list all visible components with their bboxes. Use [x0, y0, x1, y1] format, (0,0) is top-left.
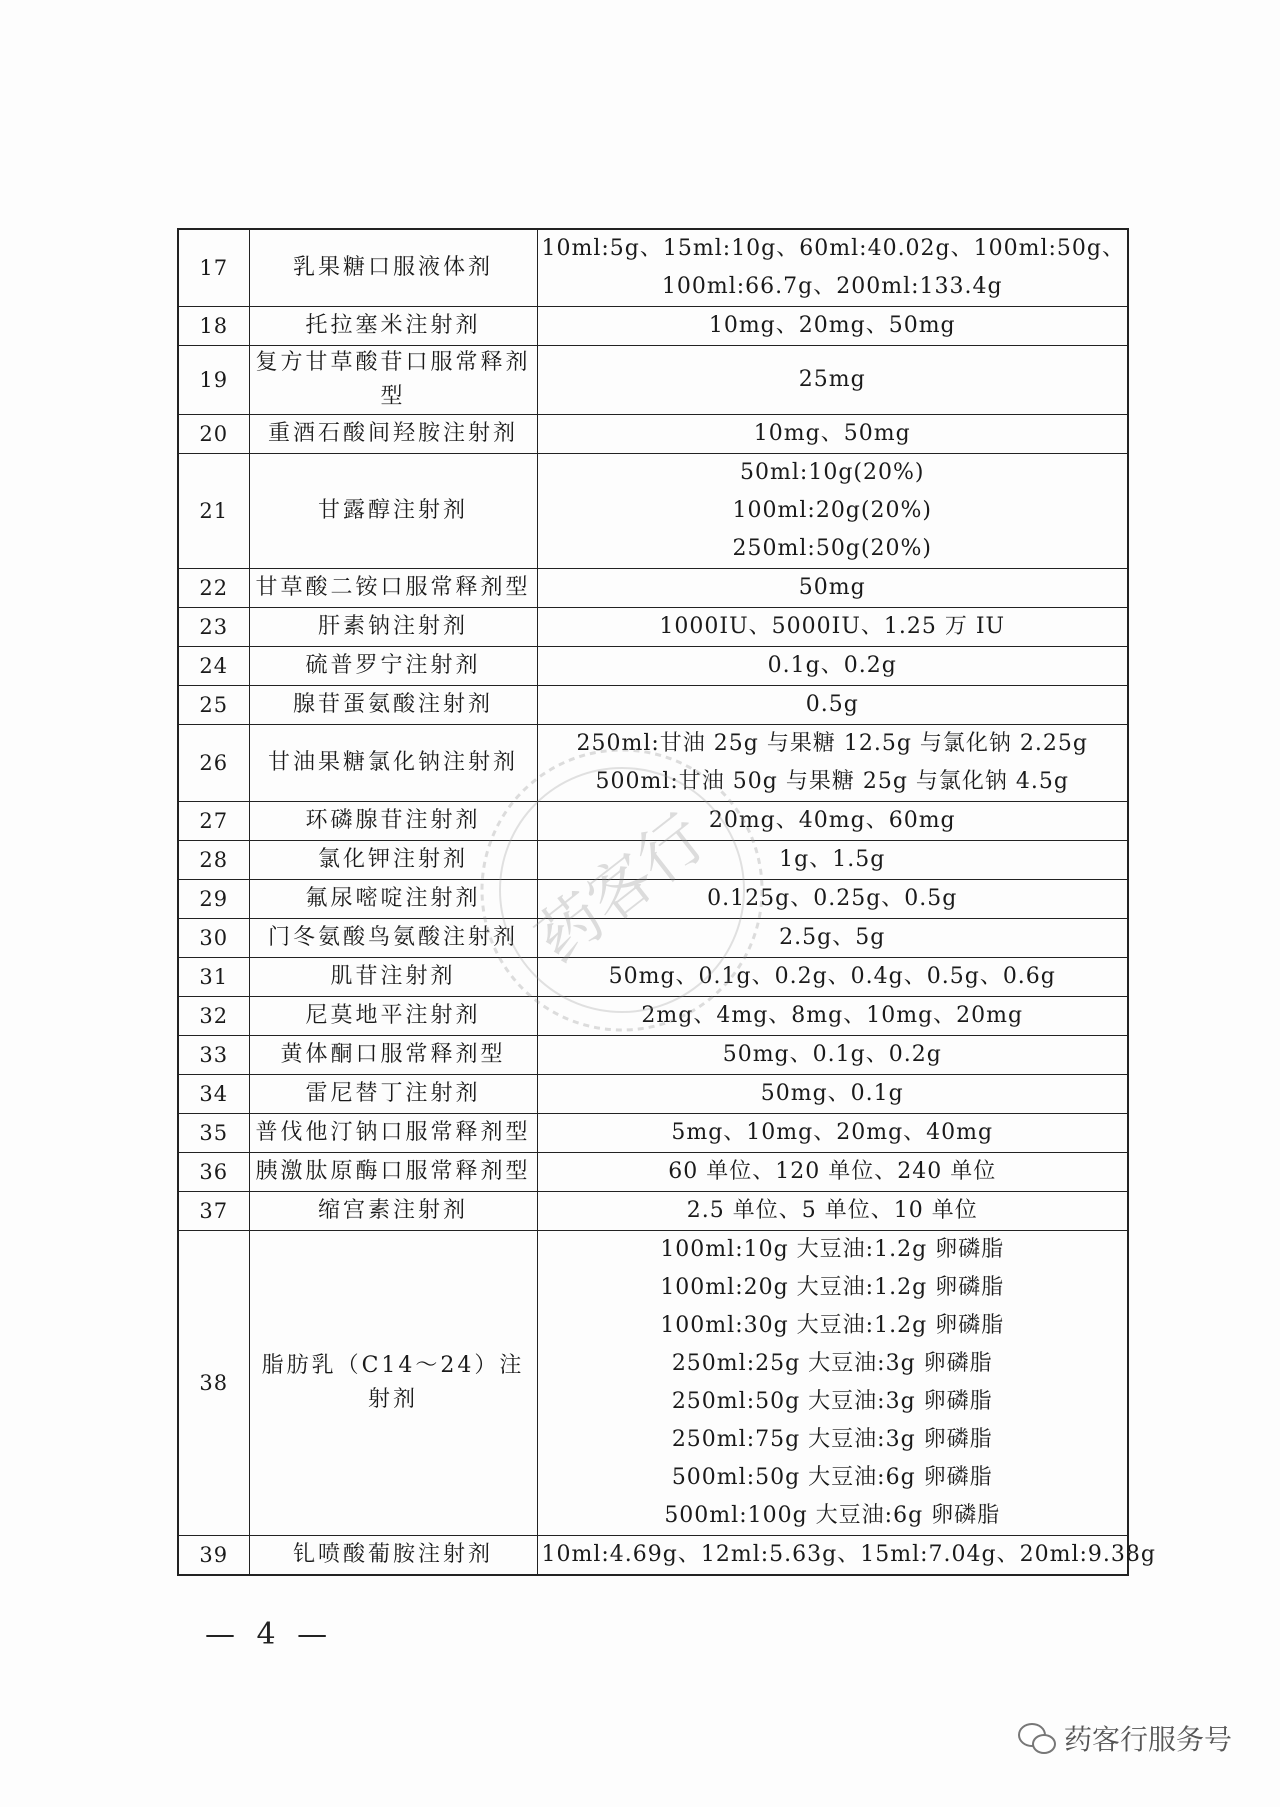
- spec-line: 250ml:50g 大豆油:3g 卵磷脂: [671, 1389, 993, 1414]
- drug-name: 雷尼替丁注射剂: [249, 1075, 537, 1114]
- table-row: [178, 454, 1128, 569]
- drug-name: 肝素钠注射剂: [249, 608, 537, 647]
- drug-spec: [537, 454, 1128, 569]
- table-row: [178, 346, 1128, 415]
- drug-spec: [537, 1114, 1128, 1153]
- row-number: 24: [178, 647, 249, 686]
- row-number: 38: [178, 1231, 249, 1536]
- stamp-text: 药客行: [522, 800, 720, 978]
- drug-name: 脂肪乳（C14～24）注射剂: [249, 1231, 537, 1536]
- drug-spec: [537, 1036, 1128, 1075]
- table-row: [178, 415, 1128, 454]
- drug-name: 托拉塞米注射剂: [249, 307, 537, 346]
- drug-spec: [537, 1536, 1156, 1576]
- row-number: 36: [178, 1153, 249, 1192]
- row-number: 39: [178, 1536, 249, 1576]
- drug-spec: [537, 1075, 1128, 1114]
- table-row: [178, 880, 1128, 919]
- table-row: [178, 1192, 1128, 1231]
- row-number: 23: [178, 608, 249, 647]
- wechat-icon: [1018, 1723, 1056, 1753]
- drug-spec: [537, 802, 1128, 841]
- row-number: 30: [178, 919, 249, 958]
- drug-spec: [537, 1192, 1128, 1231]
- drug-name: 尼莫地平注射剂: [249, 997, 537, 1036]
- spec-line: 250ml:75g 大豆油:3g 卵磷脂: [671, 1427, 993, 1452]
- drug-spec: [537, 229, 1128, 307]
- table-row: [178, 1114, 1128, 1153]
- drug-spec: [537, 725, 1128, 802]
- spec-line: 50mg、0.1g、0.2g、0.4g、0.5g、0.6g: [608, 964, 1056, 989]
- row-number: 17: [178, 229, 249, 307]
- drug-spec: [537, 608, 1128, 647]
- row-number: 32: [178, 997, 249, 1036]
- table-row: [178, 307, 1128, 346]
- table-row: [178, 608, 1128, 647]
- spec-line: 50ml:10g(20%): [740, 460, 925, 485]
- table-row: [178, 997, 1128, 1036]
- spec-line: 250ml:甘油 25g 与果糖 12.5g 与氯化钠 2.25g: [576, 731, 1088, 756]
- row-number: 27: [178, 802, 249, 841]
- spec-line: 2.5 单位、5 单位、10 单位: [686, 1198, 978, 1223]
- spec-line: 2mg、4mg、8mg、10mg、20mg: [641, 1003, 1024, 1028]
- table-row: [178, 725, 1128, 802]
- spec-line: 2.5g、5g: [779, 925, 886, 950]
- spec-line: 10mg、20mg、50mg: [708, 313, 956, 338]
- drug-spec: [537, 1153, 1128, 1192]
- spec-line: 10ml:4.69g、12ml:5.63g、15ml:7.04g、20ml:9.38g: [541, 1542, 1156, 1567]
- row-number: 29: [178, 880, 249, 919]
- table-row: [178, 569, 1128, 608]
- drug-name: 甘草酸二铵口服常释剂型: [249, 569, 537, 608]
- drug-name: 腺苷蛋氨酸注射剂: [249, 686, 537, 725]
- row-number: 18: [178, 307, 249, 346]
- spec-line: 500ml:100g 大豆油:6g 卵磷脂: [664, 1503, 1001, 1528]
- spec-line: 0.125g、0.25g、0.5g: [707, 886, 958, 911]
- row-number: 21: [178, 454, 249, 569]
- table-row: [178, 1536, 1128, 1576]
- spec-line: 50mg: [798, 575, 866, 600]
- drug-spec: [537, 346, 1128, 415]
- footer-brand: [1018, 1718, 1232, 1758]
- row-number: 22: [178, 569, 249, 608]
- drug-spec: [537, 958, 1128, 997]
- drug-spec: [537, 841, 1128, 880]
- drug-spec: [537, 880, 1128, 919]
- spec-line: 50mg、0.1g: [760, 1081, 904, 1106]
- table-row: [178, 802, 1128, 841]
- drug-name: 硫普罗宁注射剂: [249, 647, 537, 686]
- spec-line: 100ml:10g 大豆油:1.2g 卵磷脂: [660, 1237, 1005, 1262]
- table-row: [178, 958, 1128, 997]
- drug-spec: [537, 307, 1128, 346]
- table-row: [178, 1075, 1128, 1114]
- spec-line: 250ml:25g 大豆油:3g 卵磷脂: [671, 1351, 993, 1376]
- drug-name: 黄体酮口服常释剂型: [249, 1036, 537, 1075]
- drug-name: 乳果糖口服液体剂: [249, 229, 537, 307]
- drug-name: 普伐他汀钠口服常释剂型: [249, 1114, 537, 1153]
- spec-line: 100ml:20g(20%): [732, 498, 932, 523]
- spec-line: 500ml:甘油 50g 与果糖 25g 与氯化钠 4.5g: [595, 769, 1069, 794]
- page-number: — 4 —: [205, 1617, 334, 1652]
- spec-line: 60 单位、120 单位、240 单位: [668, 1159, 997, 1184]
- drug-name: 门冬氨酸鸟氨酸注射剂: [249, 919, 537, 958]
- drug-name: 复方甘草酸苷口服常释剂型: [249, 346, 537, 415]
- drug-name: 重酒石酸间羟胺注射剂: [249, 415, 537, 454]
- drug-name: 环磷腺苷注射剂: [249, 802, 537, 841]
- drug-name: 钆喷酸葡胺注射剂: [249, 1536, 537, 1576]
- drug-spec: [537, 569, 1128, 608]
- spec-line: 10ml:5g、15ml:10g、60ml:40.02g、100ml:50g、: [541, 236, 1126, 261]
- spec-line: 0.5g: [805, 692, 859, 717]
- row-number: 28: [178, 841, 249, 880]
- drug-spec: [537, 686, 1128, 725]
- drug-name: 缩宫素注射剂: [249, 1192, 537, 1231]
- spec-line: 5mg、10mg、20mg、40mg: [671, 1120, 994, 1145]
- drug-spec: [537, 415, 1128, 454]
- drug-name: 胰激肽原酶口服常释剂型: [249, 1153, 537, 1192]
- drug-spec: [537, 647, 1128, 686]
- spec-line: 25mg: [798, 367, 866, 392]
- spec-line: 1000IU、5000IU、1.25 万 IU: [659, 614, 1006, 639]
- table-row: [178, 841, 1128, 880]
- drug-spec: [537, 997, 1128, 1036]
- table-row: [178, 1153, 1128, 1192]
- spec-line: 10mg、50mg: [753, 421, 911, 446]
- row-number: 19: [178, 346, 249, 415]
- spec-line: 1g、1.5g: [779, 847, 886, 872]
- drug-spec: [537, 919, 1128, 958]
- spec-line: 20mg、40mg、60mg: [708, 808, 956, 833]
- row-number: 25: [178, 686, 249, 725]
- drug-name: 甘油果糖氯化钠注射剂: [249, 725, 537, 802]
- spec-line: 500ml:50g 大豆油:6g 卵磷脂: [671, 1465, 993, 1490]
- drug-name: 氟尿嘧啶注射剂: [249, 880, 537, 919]
- row-number: 35: [178, 1114, 249, 1153]
- drug-name: 肌苷注射剂: [249, 958, 537, 997]
- drug-spec: [537, 1231, 1128, 1536]
- drug-spec-table: [177, 228, 1156, 1576]
- table-row: [178, 647, 1128, 686]
- row-number: 31: [178, 958, 249, 997]
- spec-line: 100ml:66.7g、200ml:133.4g: [661, 274, 1003, 299]
- spec-line: 50mg、0.1g、0.2g: [722, 1042, 942, 1067]
- row-number: 34: [178, 1075, 249, 1114]
- spec-line: 100ml:20g 大豆油:1.2g 卵磷脂: [660, 1275, 1005, 1300]
- row-number: 37: [178, 1192, 249, 1231]
- drug-name: 甘露醇注射剂: [249, 454, 537, 569]
- table-row: [178, 919, 1128, 958]
- row-number: 26: [178, 725, 249, 802]
- spec-line: 0.1g、0.2g: [767, 653, 897, 678]
- footer-brand-label: 药客行服务号: [1063, 1723, 1232, 1756]
- table-row: [178, 686, 1128, 725]
- spec-line: 100ml:30g 大豆油:1.2g 卵磷脂: [660, 1313, 1005, 1338]
- table-row: [178, 229, 1128, 307]
- drug-name: 氯化钾注射剂: [249, 841, 537, 880]
- table-row: [178, 1231, 1128, 1536]
- row-number: 20: [178, 415, 249, 454]
- table-body: [178, 229, 1156, 1575]
- row-number: 33: [178, 1036, 249, 1075]
- spec-line: 250ml:50g(20%): [732, 536, 932, 561]
- table-row: [178, 1036, 1128, 1075]
